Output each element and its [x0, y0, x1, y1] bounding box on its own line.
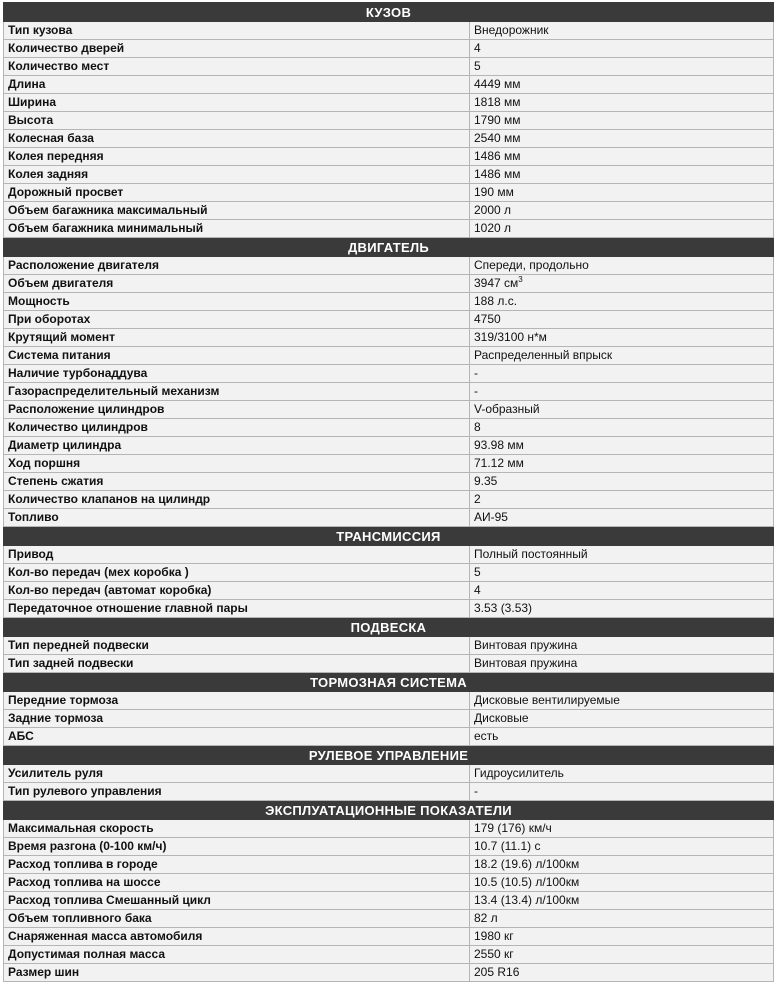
spec-value: [470, 710, 774, 728]
spec-label: Газораспределительный механизм: [4, 383, 470, 401]
spec-value-text: 1818 мм: [474, 95, 521, 109]
spec-table-body: [4, 3, 774, 982]
spec-value-text: Дисковые: [474, 711, 529, 725]
spec-row: [4, 311, 774, 329]
spec-value: [470, 275, 774, 293]
spec-label: Тип задней подвески: [4, 655, 470, 673]
spec-row: [4, 166, 774, 184]
spec-label: Расход топлива на шоссе: [4, 874, 470, 892]
spec-label: Высота: [4, 112, 470, 130]
spec-value: [470, 874, 774, 892]
spec-label: Размер шин: [4, 964, 470, 982]
spec-value: [470, 546, 774, 564]
spec-label: Объем топливного бака: [4, 910, 470, 928]
section-title: ЭКСПЛУАТАЦИОННЫЕ ПОКАЗАТЕЛИ: [4, 801, 774, 820]
spec-value: [470, 637, 774, 655]
spec-label: Объем багажника максимальный: [4, 202, 470, 220]
spec-label: Наличие турбонаддува: [4, 365, 470, 383]
spec-value: [470, 329, 774, 347]
spec-label: Расход топлива в городе: [4, 856, 470, 874]
spec-value: [470, 783, 774, 801]
spec-label: Количество цилиндров: [4, 419, 470, 437]
spec-row: [4, 184, 774, 202]
section-title: РУЛЕВОЕ УПРАВЛЕНИЕ: [4, 746, 774, 765]
spec-row: [4, 509, 774, 527]
spec-label: Количество клапанов на цилиндр: [4, 491, 470, 509]
spec-value-text: 1790 мм: [474, 113, 521, 127]
spec-row: [4, 564, 774, 582]
spec-row: [4, 910, 774, 928]
section-title: ТОРМОЗНАЯ СИСТЕМА: [4, 673, 774, 692]
spec-row: [4, 130, 774, 148]
spec-row: [4, 928, 774, 946]
spec-value-text: 18.2 (19.6) л/100км: [474, 857, 580, 871]
spec-value-text: 93.98 мм: [474, 438, 524, 452]
spec-row: [4, 76, 774, 94]
spec-row: [4, 148, 774, 166]
spec-value: [470, 112, 774, 130]
spec-row: [4, 401, 774, 419]
spec-row: [4, 892, 774, 910]
section-title: ДВИГАТЕЛЬ: [4, 238, 774, 257]
spec-row: [4, 820, 774, 838]
spec-value: [470, 220, 774, 238]
spec-value-text: Винтовая пружина: [474, 656, 578, 670]
spec-label: Степень сжатия: [4, 473, 470, 491]
spec-value-text: 4: [474, 41, 481, 55]
spec-value-text: 1486 мм: [474, 149, 521, 163]
spec-row: [4, 856, 774, 874]
spec-value-text: Распределенный впрыск: [474, 348, 613, 362]
spec-value-text: есть: [474, 729, 499, 743]
spec-value-text: 71.12 мм: [474, 456, 524, 470]
section-header: [4, 746, 774, 765]
spec-row: [4, 692, 774, 710]
spec-value: [470, 655, 774, 673]
spec-label: Снаряженная масса автомобиля: [4, 928, 470, 946]
spec-row: [4, 600, 774, 618]
spec-table: [3, 2, 774, 982]
spec-row: [4, 546, 774, 564]
spec-row: [4, 838, 774, 856]
spec-value: [470, 76, 774, 94]
spec-value: [470, 765, 774, 783]
spec-label: АБС: [4, 728, 470, 746]
spec-value-superscript: 3: [518, 275, 523, 284]
spec-label: Тип передней подвески: [4, 637, 470, 655]
spec-value: [470, 257, 774, 275]
section-header: [4, 3, 774, 22]
spec-value: [470, 419, 774, 437]
spec-row: [4, 257, 774, 275]
spec-value-text: 82 л: [474, 911, 498, 925]
spec-value: [470, 582, 774, 600]
spec-value: [470, 491, 774, 509]
spec-row: [4, 275, 774, 293]
spec-value-text: 1486 мм: [474, 167, 521, 181]
spec-value-text: 319/3100 н*м: [474, 330, 547, 344]
spec-value-text: Винтовая пружина: [474, 638, 578, 652]
spec-value: [470, 94, 774, 112]
spec-row: [4, 365, 774, 383]
spec-value-text: Гидроусилитель: [474, 766, 564, 780]
spec-value: [470, 166, 774, 184]
spec-row: [4, 329, 774, 347]
spec-value-text: 10.7 (11.1) с: [474, 839, 541, 853]
spec-row: [4, 582, 774, 600]
spec-label: Дорожный просвет: [4, 184, 470, 202]
spec-value-text: 5: [474, 59, 481, 73]
spec-value: [470, 928, 774, 946]
spec-value: [470, 293, 774, 311]
spec-value-text: 190 мм: [474, 185, 514, 199]
spec-value: [470, 347, 774, 365]
spec-label: Колея передняя: [4, 148, 470, 166]
spec-value-text: 2540 мм: [474, 131, 521, 145]
spec-row: [4, 473, 774, 491]
spec-row: [4, 491, 774, 509]
spec-row: [4, 202, 774, 220]
spec-value-text: 188 л.с.: [474, 294, 518, 308]
spec-label: Кол-во передач (мех коробка ): [4, 564, 470, 582]
spec-label: Задние тормоза: [4, 710, 470, 728]
spec-value-text: 4: [474, 583, 481, 597]
spec-value: [470, 58, 774, 76]
spec-label: Передние тормоза: [4, 692, 470, 710]
spec-label: Объем двигателя: [4, 275, 470, 293]
spec-row: [4, 347, 774, 365]
spec-value-text: Дисковые вентилируемые: [474, 693, 620, 707]
spec-value-text: 2550 кг: [474, 947, 514, 961]
spec-value: [470, 148, 774, 166]
spec-row: [4, 765, 774, 783]
spec-label: Тип кузова: [4, 22, 470, 40]
spec-label: Топливо: [4, 509, 470, 527]
spec-label: Расположение цилиндров: [4, 401, 470, 419]
spec-value: [470, 692, 774, 710]
spec-label: Количество дверей: [4, 40, 470, 58]
section-title: ПОДВЕСКА: [4, 618, 774, 637]
spec-value: [470, 383, 774, 401]
spec-value-text: 205 R16: [474, 965, 520, 979]
spec-label: Допустимая полная масса: [4, 946, 470, 964]
spec-value-text: 5: [474, 565, 481, 579]
section-header: [4, 801, 774, 820]
spec-value-text: Полный постоянный: [474, 547, 588, 561]
spec-label: Крутящий момент: [4, 329, 470, 347]
spec-value: [470, 455, 774, 473]
spec-label: При оборотах: [4, 311, 470, 329]
spec-value-text: 4750: [474, 312, 501, 326]
spec-row: [4, 728, 774, 746]
spec-row: [4, 783, 774, 801]
spec-value-text: Спереди, продольно: [474, 258, 589, 272]
spec-value: [470, 892, 774, 910]
spec-value: [470, 946, 774, 964]
spec-value: [470, 509, 774, 527]
section-header: [4, 618, 774, 637]
spec-value: [470, 40, 774, 58]
spec-value: [470, 130, 774, 148]
spec-label: Расположение двигателя: [4, 257, 470, 275]
spec-row: [4, 419, 774, 437]
spec-value-text: 2000 л: [474, 203, 512, 217]
section-header: [4, 238, 774, 257]
spec-value-text: 2: [474, 492, 481, 506]
spec-value: [470, 600, 774, 618]
spec-label: Максимальная скорость: [4, 820, 470, 838]
spec-row: [4, 58, 774, 76]
spec-value-text: АИ-95: [474, 510, 508, 524]
spec-value: [470, 202, 774, 220]
spec-label: Система питания: [4, 347, 470, 365]
spec-value-text: 3947 см: [474, 276, 519, 290]
spec-label: Ход поршня: [4, 455, 470, 473]
spec-value-text: V-образный: [474, 402, 540, 416]
spec-label: Передаточное отношение главной пары: [4, 600, 470, 618]
spec-label: Время разгона (0-100 км/ч): [4, 838, 470, 856]
spec-value-text: 3.53 (3.53): [474, 601, 533, 615]
spec-label: Количество мест: [4, 58, 470, 76]
spec-label: Тип рулевого управления: [4, 783, 470, 801]
spec-row: [4, 710, 774, 728]
spec-label: Ширина: [4, 94, 470, 112]
spec-value-text: -: [474, 366, 478, 380]
section-header: [4, 673, 774, 692]
spec-label: Расход топлива Смешанный цикл: [4, 892, 470, 910]
spec-row: [4, 874, 774, 892]
spec-row: [4, 637, 774, 655]
spec-value: [470, 964, 774, 982]
spec-value-text: Внедорожник: [474, 23, 549, 37]
spec-label: Колесная база: [4, 130, 470, 148]
spec-value-text: 13.4 (13.4) л/100км: [474, 893, 580, 907]
spec-value-text: 4449 мм: [474, 77, 521, 91]
spec-row: [4, 94, 774, 112]
spec-row: [4, 946, 774, 964]
spec-value: [470, 473, 774, 491]
spec-value: [470, 22, 774, 40]
spec-value: [470, 365, 774, 383]
spec-label: Объем багажника минимальный: [4, 220, 470, 238]
spec-label: Диаметр цилиндра: [4, 437, 470, 455]
spec-row: [4, 383, 774, 401]
spec-row: [4, 455, 774, 473]
spec-row: [4, 655, 774, 673]
spec-value-text: 179 (176) км/ч: [474, 821, 552, 835]
spec-row: [4, 22, 774, 40]
section-title: ТРАНСМИССИЯ: [4, 527, 774, 546]
spec-value: [470, 564, 774, 582]
spec-value: [470, 820, 774, 838]
spec-row: [4, 40, 774, 58]
spec-value-text: 9.35: [474, 474, 498, 488]
section-header: [4, 527, 774, 546]
spec-label: Усилитель руля: [4, 765, 470, 783]
spec-value: [470, 728, 774, 746]
spec-row: [4, 437, 774, 455]
spec-value: [470, 910, 774, 928]
spec-value: [470, 311, 774, 329]
spec-row: [4, 964, 774, 982]
spec-value: [470, 437, 774, 455]
spec-value: [470, 856, 774, 874]
spec-label: Кол-во передач (автомат коробка): [4, 582, 470, 600]
spec-value-text: -: [474, 384, 478, 398]
spec-row: [4, 220, 774, 238]
spec-value: [470, 401, 774, 419]
spec-value-text: 1980 кг: [474, 929, 514, 943]
spec-label: Длина: [4, 76, 470, 94]
spec-label: Колея задняя: [4, 166, 470, 184]
spec-value: [470, 838, 774, 856]
spec-value: [470, 184, 774, 202]
spec-label: Привод: [4, 546, 470, 564]
spec-value-text: 8: [474, 420, 481, 434]
spec-value-text: 10.5 (10.5) л/100км: [474, 875, 580, 889]
spec-value-text: -: [474, 784, 478, 798]
spec-label: Мощность: [4, 293, 470, 311]
spec-value-text: 1020 л: [474, 221, 512, 235]
section-title: КУЗОВ: [4, 3, 774, 22]
spec-row: [4, 293, 774, 311]
spec-row: [4, 112, 774, 130]
